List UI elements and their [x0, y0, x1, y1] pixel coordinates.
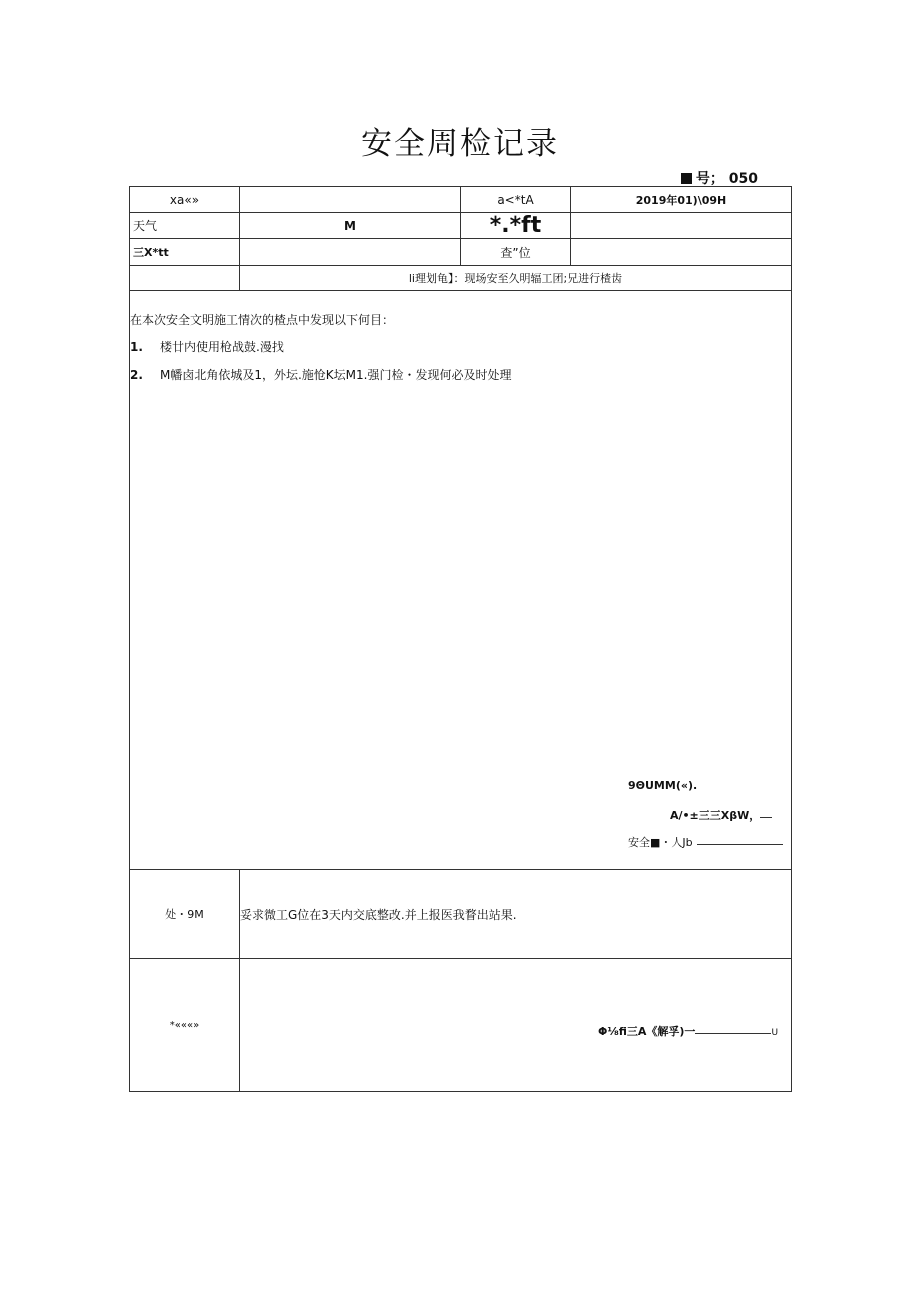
form-row-1	[130, 187, 792, 213]
form-row-handling	[130, 870, 792, 959]
signature-line-2	[670, 807, 772, 823]
review-cell[interactable]	[240, 959, 792, 1092]
form-row-3	[130, 239, 792, 266]
safety-officer-blank[interactable]	[697, 843, 783, 845]
inspection-unit-field[interactable]	[571, 239, 792, 266]
inspection-unit-label: 查”位	[461, 239, 571, 266]
row1-label: xa«»	[130, 187, 240, 213]
findings-intro: 在本次安全文明施工情次的楂点中发现以下何目：	[130, 313, 395, 327]
inspection-content: li理划龟】：现场安至久明辐工团;兄进行楂齿	[240, 266, 792, 291]
row3-value-field[interactable]	[240, 239, 461, 266]
findings-cell[interactable]	[130, 291, 792, 870]
row2-label-2: *.*ft	[461, 213, 571, 239]
handling-opinion[interactable]: 妥求微工G位在3天内交底整改.并上报医我瞀出站果.	[240, 870, 792, 959]
finding-item-text: 楼廿内使用枪战鼓.漫找	[160, 340, 284, 354]
row1-label-2: a<*tA	[461, 187, 571, 213]
page-title: 安全周检记录	[361, 126, 559, 162]
document-number	[681, 168, 758, 188]
finding-item	[130, 338, 284, 355]
finding-item-number: 1.	[130, 340, 143, 354]
weather-value[interactable]: M	[240, 213, 461, 239]
handling-label: 处・9M	[130, 870, 240, 959]
finding-item-number: 2.	[130, 368, 143, 382]
review-label: *«««»	[130, 959, 240, 1092]
review-signature-blank[interactable]	[695, 1032, 771, 1034]
review-signature	[598, 1023, 778, 1039]
doc-number-label: 号；	[695, 171, 724, 187]
inspection-form	[129, 186, 792, 1092]
signature-line-3	[628, 834, 783, 850]
signature-line-1: 9ΘUMM(«).	[628, 779, 698, 792]
form-row-4	[130, 266, 792, 291]
square-icon	[681, 173, 692, 184]
finding-item	[130, 366, 511, 383]
row4-blank	[130, 266, 240, 291]
row3-label: 三X*tt	[130, 239, 240, 266]
inspection-date[interactable]: 2019年01)\09H	[571, 187, 792, 213]
review-signature-label: Φ⅛fi三A《解孚)一	[598, 1025, 696, 1038]
weather-label: 天气	[130, 213, 240, 239]
row2-value-field[interactable]	[571, 213, 792, 239]
signature-line-2-label: A/•±三三XβW，	[670, 809, 761, 822]
doc-number-value: 050	[728, 171, 758, 187]
safety-officer-label: 安全■・人Jb	[628, 836, 693, 849]
finding-item-text: M幡卤北角依城及1，外坛.施怆K坛M1.强门检・发现何必及时处理	[160, 368, 512, 382]
form-row-body	[130, 291, 792, 870]
review-tail: U	[771, 1028, 779, 1038]
form-row-2	[130, 213, 792, 239]
signature-blank[interactable]	[760, 816, 772, 818]
form-row-review	[130, 959, 792, 1092]
row1-value-field[interactable]	[240, 187, 461, 213]
